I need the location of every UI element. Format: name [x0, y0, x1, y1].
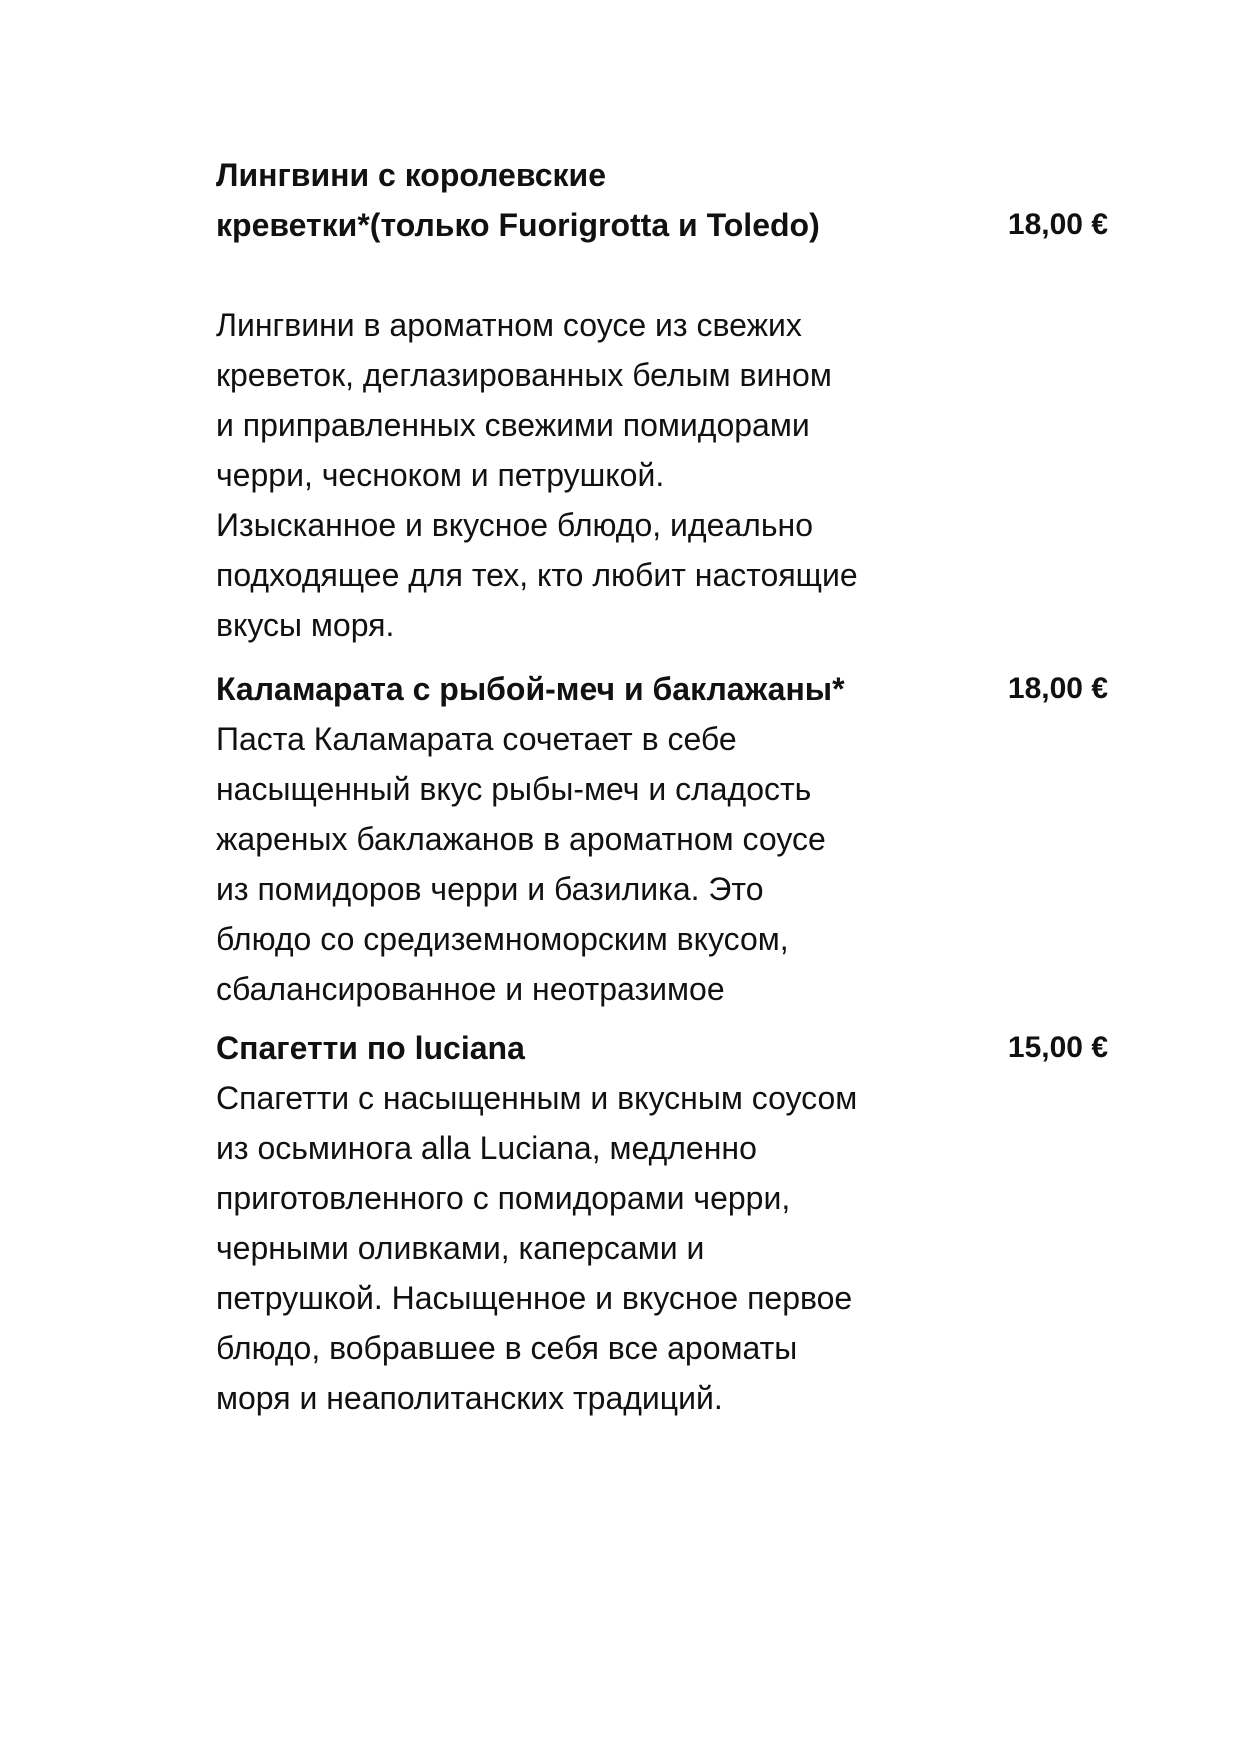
item-price: 18,00 €	[1007, 672, 1108, 705]
title-line: креветки*(только Fuorigrotta и Toledo)	[216, 207, 820, 243]
title-line: Лингвини с королевские	[216, 157, 606, 193]
description-line: черными оливками, каперсами и	[216, 1230, 705, 1266]
description-line: черри, чесноком и петрушкой.	[216, 457, 665, 493]
menu-item-calamarata	[216, 664, 1116, 1014]
description-line: Паста Каламарата сочетает в себе	[216, 721, 737, 757]
description-line: петрушкой. Насыщенное и вкусное первое	[216, 1280, 853, 1316]
description-line: сбалансированное и неотразимое	[216, 971, 725, 1007]
item-title	[216, 1023, 966, 1073]
description-line: креветок, деглазированных белым вином	[216, 357, 832, 393]
menu-item-linguine	[216, 150, 1116, 650]
description-line: из осьминога alla Luciana, медленно	[216, 1130, 757, 1166]
description-line: блюдо, вобравшее в себя все ароматы	[216, 1330, 798, 1366]
item-title	[216, 664, 976, 714]
description-line: и приправленных свежими помидорами	[216, 407, 810, 443]
description-line: вкусы моря.	[216, 607, 395, 643]
description-line: Спагетти с насыщенным и вкусным соусом	[216, 1080, 858, 1116]
description-line: блюдо со средиземноморским вкусом,	[216, 921, 789, 957]
description-line: Изысканное и вкусное блюдо, идеально	[216, 507, 813, 543]
title-line: Каламарата с рыбой-меч и баклажаны*	[216, 671, 845, 707]
description-line: жареных баклажанов в ароматном соусе	[216, 821, 826, 857]
description-line: приготовленного с помидорами черри,	[216, 1180, 791, 1216]
description-line: Лингвини в ароматном соусе из свежих	[216, 307, 802, 343]
item-description	[216, 300, 956, 650]
description-line: подходящее для тех, кто любит настоящие	[216, 557, 858, 593]
title-line: Спагетти по luciana	[216, 1030, 525, 1066]
item-description	[216, 714, 956, 1014]
item-price: 18,00 €	[1007, 208, 1108, 241]
menu-item-spaghetti-luciana	[216, 1023, 1116, 1423]
item-description	[216, 1073, 956, 1423]
description-line: насыщенный вкус рыбы-меч и сладость	[216, 771, 812, 807]
item-price: 15,00 €	[1007, 1031, 1108, 1064]
description-line: моря и неаполитанских традиций.	[216, 1380, 723, 1416]
description-line: из помидоров черри и базилика. Это	[216, 871, 764, 907]
item-title	[216, 150, 966, 250]
